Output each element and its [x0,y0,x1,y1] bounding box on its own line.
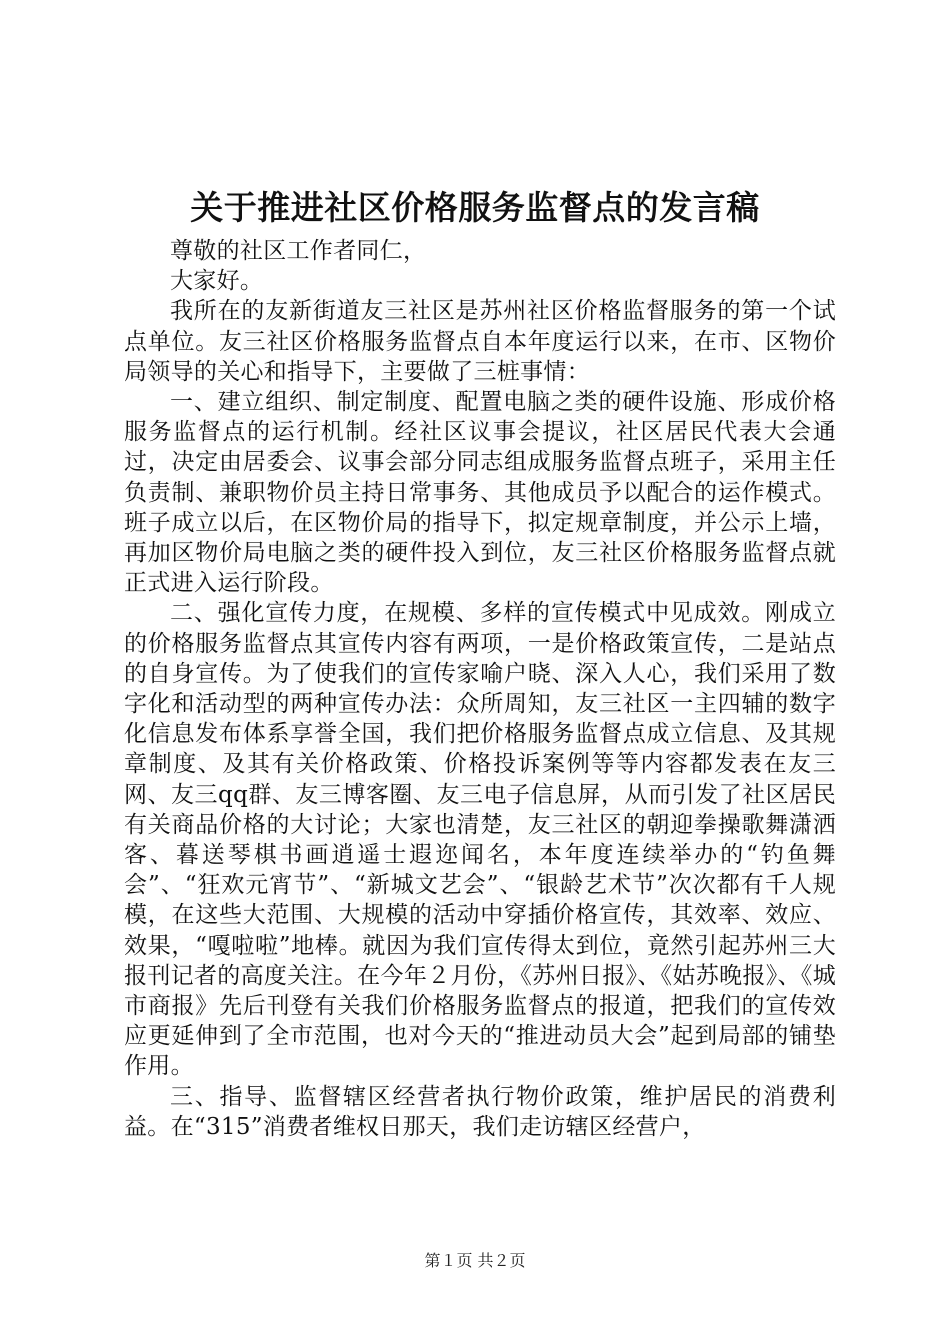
paragraph-point-two: 二、强化宣传力度，在规模、多样的宣传模式中见成效。刚成立的价格服务监督点其宣传内容有两项，一是价格政策宣传，二是站点的自身宣传。为了使我们的宣传家喻户晓、深入人心，我们采用了数字化和活动型的两种宣传办法：众所周知，友三社区一主四辅的数字化信息发布体系享誉全国，我们把价格服务监督点成立信息、及其规章制度、及其有关价格政策、价格投诉案例等等内容都发表在友三网、友三qq群、友三博客圈、友三电子信息屏，从而引发了社区居民有关商品价格的大讨论；大家也清楚，友三社区的朝迎拳操歌舞潇洒客、暮送琴棋书画逍遥士遐迩闻名，本年度连续举办的“钓鱼舞会”、“狂欢元宵节”、“新城文艺会”、“银龄艺术节”次次都有千人规模，在这些大范围、大规模的活动中穿插价格宣传，其效率、效应、效果，“嘎啦啦”地棒。就因为我们宣传得太到位，竟然引起苏州三大报刊记者的高度关注。在今年２月份，《苏州日报》、《姑苏晚报》、《城市商报》先后刊登有关我们价格服务监督点的报道，把我们的宣传效应更延伸到了全市范围，也对今天的“推进动员大会”起到局部的铺垫作用。 [124,600,836,1080]
salutation: 尊敬的社区工作者同仁， [170,238,427,264]
document-body [124,236,836,1142]
greeting: 大家好。 [170,268,264,295]
page-footer: 第１页 共２页 [424,1251,526,1270]
paragraph-point-one: 一、建立组织、制定制度、配置电脑之类的硬件设施、形成价格服务监督点的运行机制。经社区议事会提议，社区居民代表大会通过，决定由居委会、议事会部分同志组成服务监督点班子，采用主任负责制、兼职物价员主持日常事务、其他成员予以配合的运作模式。班子成立以后，在区物价局的指导下，拟定规章制度，并公示上墙，再加区物价局电脑之类的硬件投入到位，友三社区价格服务监督点就正式进入运行阶段。 [124,389,836,597]
paragraph-intro: 我所在的友新街道友三社区是苏州社区价格监督服务的第一个试点单位。友三社区价格服务监督点自本年度运行以来，在市、区物价局领导的关心和指导下，主要做了三桩事情： [124,298,836,385]
document-title: 关于推进社区价格服务监督点的发言稿 [190,188,760,227]
paragraph-point-three: 三、指导、监督辖区经营者执行物价政策，维护居民的消费利益。在“315”消费者维权日那天，我们走访辖区经营户， [124,1083,836,1140]
